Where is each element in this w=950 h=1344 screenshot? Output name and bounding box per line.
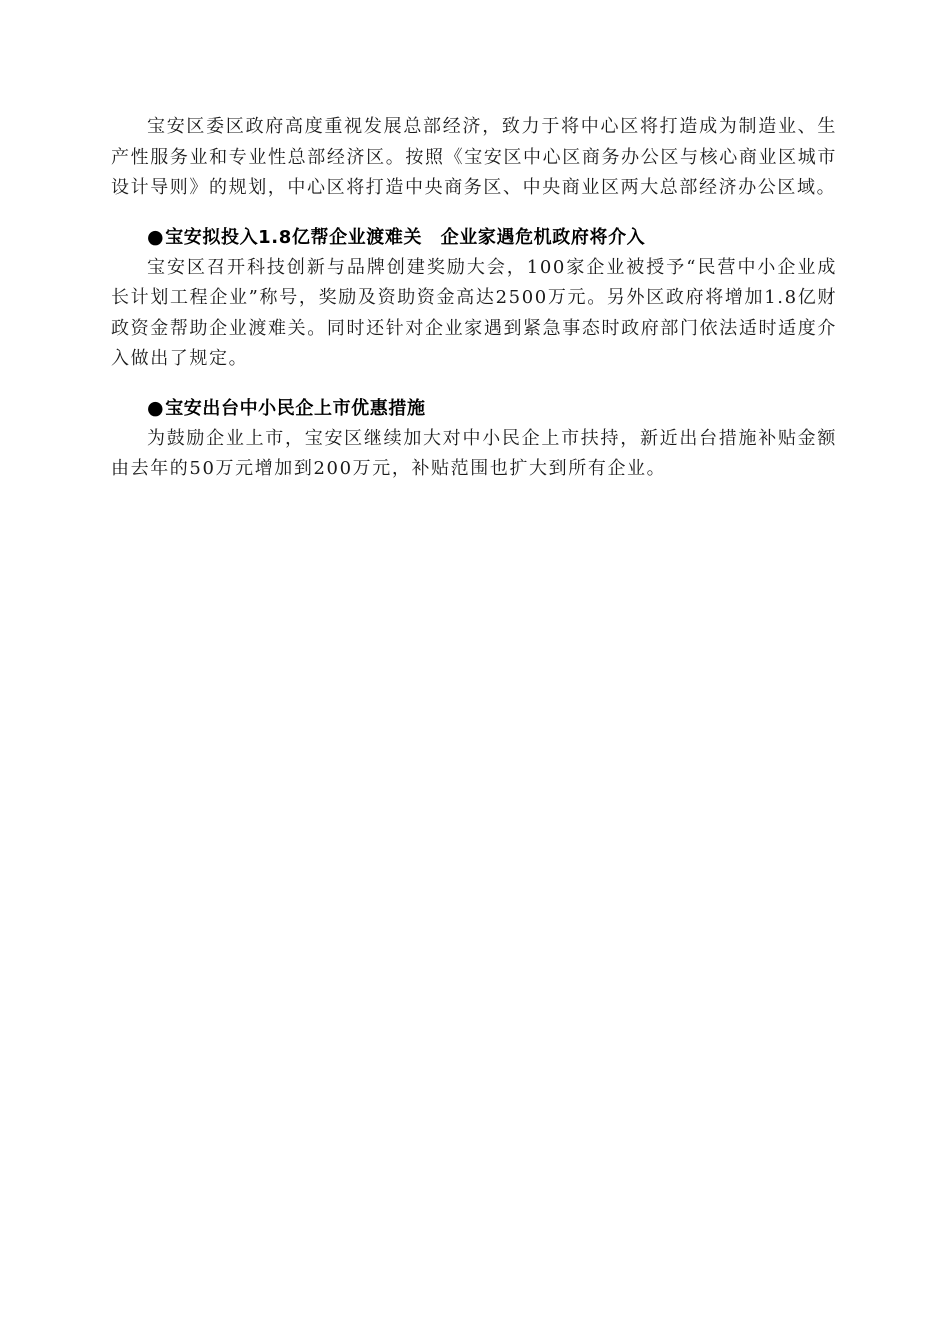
section-heading-text: 宝安拟投入1.8亿帮企业渡难关 企业家遇危机政府将介入 bbox=[165, 226, 646, 248]
document-content bbox=[111, 112, 837, 485]
section-heading-funding bbox=[111, 222, 837, 253]
bullet-icon: ● bbox=[147, 396, 165, 419]
section-heading-listing bbox=[111, 393, 837, 424]
section-heading-text: 宝安出台中小民企上市优惠措施 bbox=[165, 397, 426, 419]
bullet-icon: ● bbox=[147, 225, 165, 248]
intro-paragraph: 宝安区委区政府高度重视发展总部经济，致力于将中心区将打造成为制造业、生产性服务业和专业性总部经济区。按照《宝安区中心区商务办公区与核心商业区城市设计导则》的规划，中心区将打造中央商务区、中央商业区两大总部经济办公区域。 bbox=[111, 116, 837, 198]
listing-paragraph: 为鼓励企业上市，宝安区继续加大对中小民企上市扶持，新近出台措施补贴金额由去年的50万元增加到200万元，补贴范围也扩大到所有企业。 bbox=[111, 427, 837, 479]
funding-paragraph: 宝安区召开科技创新与品牌创建奖励大会，100家企业被授予“民营中小企业成长计划工程企业”称号，奖励及资助资金高达2500万元。另外区政府将增加1.8亿财政资金帮助企业渡难关。同时还针对企业家遇到紧急事态时政府部门依法适时适度介入做出了规定。 bbox=[111, 256, 837, 369]
